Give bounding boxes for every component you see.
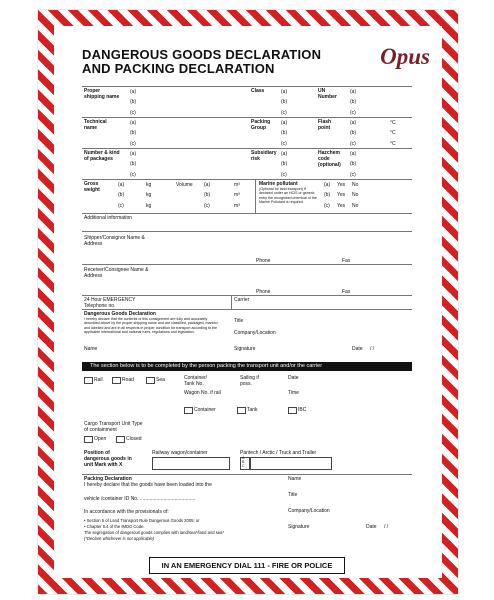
packing-declaration-text: I hereby declare that the goods have been loaded into the — [84, 482, 212, 488]
celsius-unit: °C — [390, 120, 396, 126]
document-title: DANGEROUS GOODS DECLARATION AND PACKING DECLARATION — [82, 47, 322, 76]
closed-checkbox[interactable] — [116, 436, 125, 443]
divider — [82, 474, 412, 475]
rail-label: Rail — [94, 377, 103, 383]
subsidiary-risk-label: Subsidiary risk — [251, 150, 277, 162]
row-a: (a) — [281, 120, 288, 126]
provision-imdg: • Chapter 5.4 of the IMDG Code. — [84, 524, 145, 529]
date-separators: / / — [384, 524, 389, 530]
packing-group-label: Packing Group — [251, 119, 271, 131]
closed-label: Closed — [126, 436, 142, 442]
gross-weight-label: Gross weight — [84, 181, 100, 193]
tank-checkbox[interactable] — [237, 407, 246, 414]
railway-position-box[interactable] — [152, 457, 230, 470]
open-label: Open — [94, 436, 107, 442]
row-a: (a) — [350, 120, 357, 126]
kg-unit: kg — [146, 203, 152, 209]
road-label: Road — [122, 377, 134, 383]
divider — [255, 179, 256, 213]
delete-note: (*Declare whichever is not applicable) — [84, 536, 155, 541]
date-label: Date — [366, 524, 377, 530]
brand-logo: Opus — [380, 44, 430, 69]
row-c: (c) — [350, 172, 356, 178]
name-label: Name — [84, 346, 98, 352]
title-field-label: Title — [234, 318, 244, 324]
road-checkbox[interactable] — [112, 377, 121, 384]
divider — [82, 179, 412, 180]
container-checkbox[interactable] — [184, 407, 193, 414]
title-field-label: Title — [288, 492, 298, 498]
row-c: (c) — [281, 110, 287, 116]
rail-checkbox[interactable] — [84, 377, 93, 384]
row-b: (b) — [324, 192, 331, 198]
no-option[interactable]: No — [352, 182, 359, 188]
row-b: (b) — [281, 161, 288, 167]
row-c: (c) — [130, 110, 136, 116]
row-c: (c) — [324, 203, 330, 209]
volume-label: Volume — [176, 182, 193, 188]
row-a: (a) — [118, 182, 125, 188]
phone-label: Phone — [256, 258, 271, 264]
container-tank-label: Container/ Tank No. — [184, 375, 208, 387]
celsius-unit: °C — [390, 130, 396, 136]
carrier-label: Carrier — [234, 297, 250, 303]
row-c: (c) — [130, 141, 136, 147]
proper-shipping-name-label: Proper shipping name — [84, 88, 120, 100]
sailing-label: Sailing if poss. — [240, 375, 259, 387]
signature-label: Signature — [234, 346, 256, 352]
kg-unit: kg — [146, 182, 152, 188]
row-a: (a) — [130, 120, 137, 126]
tank-label: Tank — [247, 407, 258, 413]
row-a: (a) — [204, 182, 211, 188]
accordance-text: In accordance with the provisionals of: — [84, 509, 169, 515]
divider — [82, 213, 412, 214]
ibc-checkbox[interactable] — [288, 407, 297, 414]
row-c: (c) — [350, 110, 356, 116]
sea-label: Sea — [156, 377, 165, 383]
divider — [82, 295, 412, 296]
divider — [82, 148, 412, 149]
row-c: (c) — [350, 141, 356, 147]
kg-unit: kg — [146, 192, 152, 198]
row-a: (a) — [281, 151, 288, 157]
wagon-label: Wagon No. if rail — [184, 390, 221, 396]
row-b: (b) — [350, 130, 357, 136]
shipper-label: Shipper/Consignor Name & Address — [84, 235, 145, 247]
divider — [82, 309, 412, 310]
row-b: (b) — [350, 99, 357, 105]
marine-pollutant-label: Marine pollutant — [259, 181, 298, 187]
date-label: Date — [288, 375, 299, 381]
row-a: (a) — [350, 151, 357, 157]
cargo-unit-label: Cargo Transport Unit Type of containment — [84, 421, 143, 433]
row-b: (b) — [118, 192, 125, 198]
divider — [82, 117, 412, 118]
packing-declaration-title: Packing Declaration — [84, 476, 132, 482]
yes-option[interactable]: Yes — [337, 192, 346, 198]
open-checkbox[interactable] — [84, 436, 93, 443]
row-a: (a) — [130, 151, 137, 157]
row-a: (a) — [350, 89, 357, 95]
row-b: (b) — [281, 99, 288, 105]
hazchem-label: Hazchem code (optional) — [318, 150, 341, 168]
row-b: (b) — [130, 161, 137, 167]
fax-label: Fax — [342, 258, 351, 264]
row-b: (b) — [130, 99, 137, 105]
packages-label: Number & kind of packages — [84, 150, 120, 162]
segregation-text: The segregation of dangerous goods complies with land/sea*/land and sea* — [84, 530, 225, 535]
no-option[interactable]: No — [352, 192, 359, 198]
sea-checkbox[interactable] — [146, 377, 155, 384]
m3-unit: m³ — [234, 182, 240, 188]
date-label: Date — [352, 346, 363, 352]
row-c: (c) — [281, 172, 287, 178]
technical-name-label: Technical name — [84, 119, 107, 131]
row-c: (c) — [130, 172, 136, 178]
row-b: (b) — [130, 130, 137, 136]
flash-point-label: Flash point — [318, 119, 332, 131]
emergency-banner: IN AN EMERGENCY DIAL 111 - FIRE OR POLICE — [149, 557, 345, 574]
company-label: Company/Location — [234, 330, 276, 336]
row-a: (a) — [281, 89, 288, 95]
position-label: Position of dangerous goods in unit Mark with X — [84, 450, 132, 468]
ibc-label: IBC — [298, 407, 307, 413]
divider — [82, 231, 412, 232]
declaration-sheet — [54, 26, 442, 578]
company-label: Company/Location — [288, 508, 330, 514]
section-bar: The section below is to be completed by the person packing the transport unit and/or the carrier — [82, 362, 412, 371]
celsius-unit: °C — [390, 141, 396, 147]
class-label: Class — [251, 88, 265, 94]
row-a: (a) — [324, 182, 331, 188]
row-a: (a) — [130, 89, 137, 95]
m3-unit: m³ — [234, 203, 240, 209]
time-label: Time — [288, 390, 299, 396]
row-b: (b) — [204, 192, 211, 198]
additional-info-label: Additional information — [84, 215, 133, 221]
signature-label: Signature — [288, 524, 310, 530]
divider — [231, 295, 232, 309]
marine-pollutant-note: (Optional for land transport) If declared under an HCIS or generic entry the recognised chemical of the Marine Pollutant is required — [259, 187, 317, 205]
railway-label: Railway wagon/container — [152, 450, 208, 456]
row-b: (b) — [350, 161, 357, 167]
receiver-label: Receiver/Consignee Name & Address — [84, 267, 149, 279]
phone-label: Phone — [256, 289, 271, 295]
container-label: Container — [194, 407, 216, 413]
row-c: (c) — [204, 203, 210, 209]
vehicle-id-field[interactable]: vehicle /container ID No. ........................................ — [84, 496, 196, 502]
pantech-row-a: A — [242, 456, 245, 460]
no-option[interactable]: No — [352, 203, 359, 209]
dg-declaration-title: Dangerous Goods Declaration — [84, 311, 156, 317]
divider — [82, 264, 412, 265]
yes-option[interactable]: Yes — [337, 203, 346, 209]
divider — [82, 86, 412, 87]
pantech-row-b: B — [242, 460, 245, 464]
emergency-phone-label: 24 Hour EMERGENCY Telephone no. — [84, 297, 136, 309]
provision-land: • Section 5 of Land Transport Rule Dangerous Goods 2005; or — [84, 518, 200, 523]
row-c: (c) — [281, 141, 287, 147]
un-number-label: UN Number — [318, 88, 337, 100]
yes-option[interactable]: Yes — [337, 182, 346, 188]
pantech-position-box[interactable] — [250, 457, 332, 470]
date-separators: / / — [370, 346, 375, 352]
pantech-row-c: C — [242, 464, 245, 468]
fax-label: Fax — [342, 289, 351, 295]
row-b: (b) — [281, 130, 288, 136]
m3-unit: m³ — [234, 192, 240, 198]
dg-declaration-text: I hereby declare that the contents of this consignment are fully and accurately described above by the proper shipping name and are classified, packaged, marked and labelled and are in all respects in proper condition for transport according to the applicable international and national rules, regulations and legislation. — [84, 317, 218, 335]
row-c: (c) — [118, 203, 124, 209]
name-label: Name — [288, 476, 302, 482]
pantech-label: Pantech / Arctic / Truck and Trailer — [240, 450, 317, 456]
